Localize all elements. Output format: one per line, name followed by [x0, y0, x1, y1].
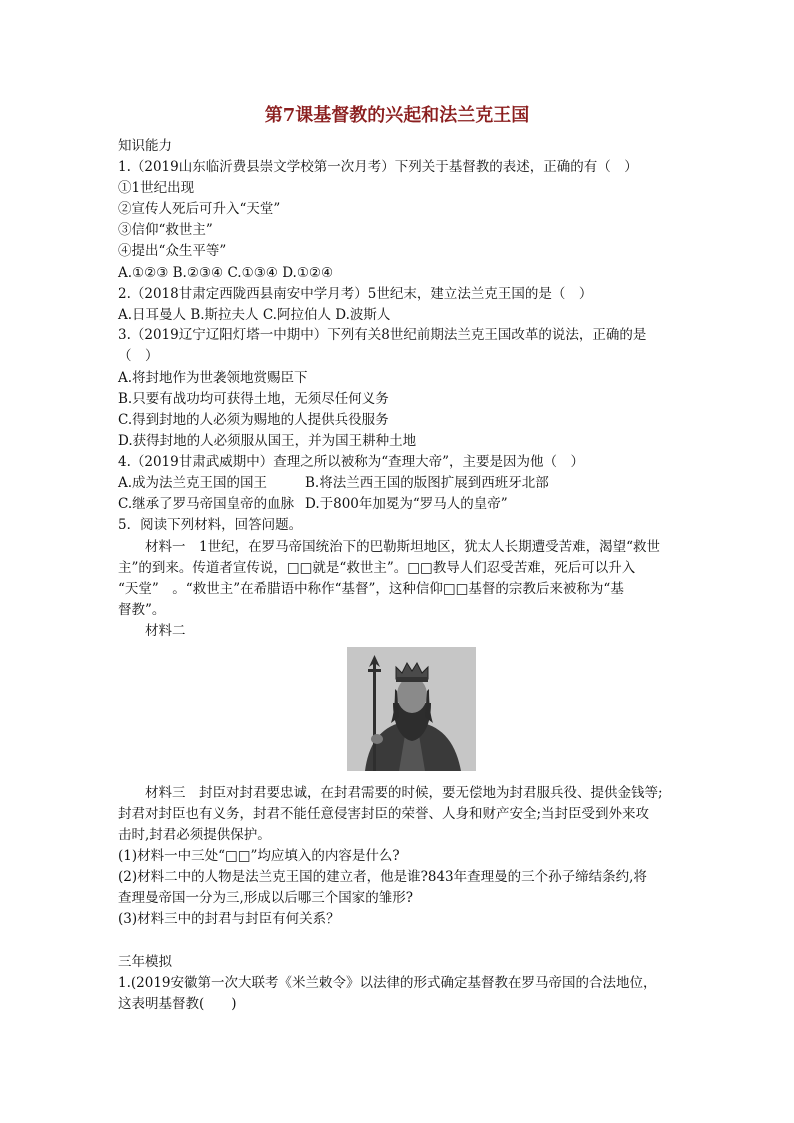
q4-option-b: B.将法兰西王国的版图扩展到西班牙北部: [305, 475, 549, 491]
q2-options: A.日耳曼人 B.斯拉夫人 C.阿拉伯人 D.波斯人: [118, 307, 391, 323]
q4-options-row-1: [118, 473, 549, 494]
q4-options-row-2: [118, 494, 508, 515]
q3-option-b: B.只要有战功均可获得土地，无须尽任何义务: [118, 391, 389, 407]
q1-stem: 1.（2019山东临沂费县崇文学校第一次月考）下列关于基督教的表述，正确的有（ ）: [118, 159, 638, 175]
q5-material-1-line-2: 主”的到来。传道者宣传说，□□就是“救世主”。□□教导人们忍受苦难，死后可以升入: [118, 560, 636, 576]
q1-item-2: ②宣传人死后可升入“天堂”: [118, 201, 281, 217]
q5-material-3-line-3: 击时,封君必须提供保护。: [118, 827, 271, 843]
q5-subquestion-3: (3)材料三中的封君与封臣有何关系？: [118, 911, 340, 927]
q4-stem: 4.（2019甘肃武威期中）查理之所以被称为“查理大帝”，主要是因为他（ ）: [118, 454, 585, 470]
q4-option-c: C.继承了罗马帝国皇帝的血脉: [118, 496, 295, 512]
q5-stem: 5．阅读下列材料，回答问题。: [118, 517, 303, 533]
q5-material-3-line-2: 封君对封臣也有义务，封君不能任意侵害封臣的荣誉、人身和财产安全;当封臣受到外来攻: [118, 806, 650, 822]
q5-material-2-label: 材料二: [145, 623, 186, 639]
q5-material-1-line-4: 督教”。: [118, 602, 166, 618]
q5-subquestion-2: (2)材料二中的人物是法兰克王国的建立者，他是谁?843年查理曼的三个孙子缔结条约,将: [118, 869, 647, 885]
q3-option-c: C.得到封地的人必须为赐地的人提供兵役服务: [118, 412, 389, 428]
mock-q1-line-2: 这表明基督教( ): [118, 996, 237, 1012]
q4-option-a: A.成为法兰克王国的国王: [118, 475, 268, 491]
section-heading-knowledge: 知识能力: [118, 138, 172, 154]
portrait-illustration: [347, 647, 476, 771]
q1-item-4: ④提出“众生平等”: [118, 243, 227, 259]
q5-material-1-line-3: “天堂” 。“救世主”在希腊语中称作“基督”，这种信仰□□基督的宗教后来被称为“基: [118, 581, 624, 597]
q3-stem: 3.（2019辽宁辽阳灯塔一中期中）下列有关8世纪前期法兰克王国改革的说法，正确的是: [118, 327, 647, 343]
mock-q1-line-1: 1.(2019安徽第一次大联考《米兰敕令》以法律的形式确定基督教在罗马帝国的合法地位，: [118, 975, 657, 991]
q2-stem: 2.（2018甘肃定西陇西县南安中学月考）5世纪末，建立法兰克王国的是（ ）: [118, 286, 593, 302]
q5-material-1-line-1: 材料一 1世纪，在罗马帝国统治下的巴勒斯坦地区，犹太人长期遭受苦难，渴望“救世: [145, 539, 660, 555]
king-portrait-image: [347, 647, 476, 771]
q1-options: A.①②③ B.②③④ C.①③④ D.①②④: [118, 265, 334, 281]
q3-option-d: D.获得封地的人必须服从国王，并为国王耕种土地: [118, 433, 417, 449]
q3-stem-cont: （ ）: [118, 348, 159, 364]
q3-option-a: A.将封地作为世袭领地赏赐臣下: [118, 370, 308, 386]
q1-item-1: ①1世纪出现: [118, 180, 195, 196]
section-heading-mock: 三年模拟: [118, 954, 172, 970]
lesson-title: 第7课基督教的兴起和法兰克王国: [264, 105, 530, 126]
q5-subquestion-2-cont: 查理曼帝国一分为三,形成以后哪三个国家的雏形?: [118, 890, 414, 906]
q5-material-3-line-1: 材料三 封臣对封君要忠诚，在封君需要的时候，要无偿地为封君服兵役、提供金钱等;: [145, 785, 663, 801]
q1-item-3: ③信仰“救世主”: [118, 222, 213, 238]
q5-subquestion-1: (1)材料一中三处“□□”均应填入的内容是什么?: [118, 848, 400, 864]
q4-option-d: D.于800年加冕为“罗马人的皇帝”: [305, 496, 508, 512]
